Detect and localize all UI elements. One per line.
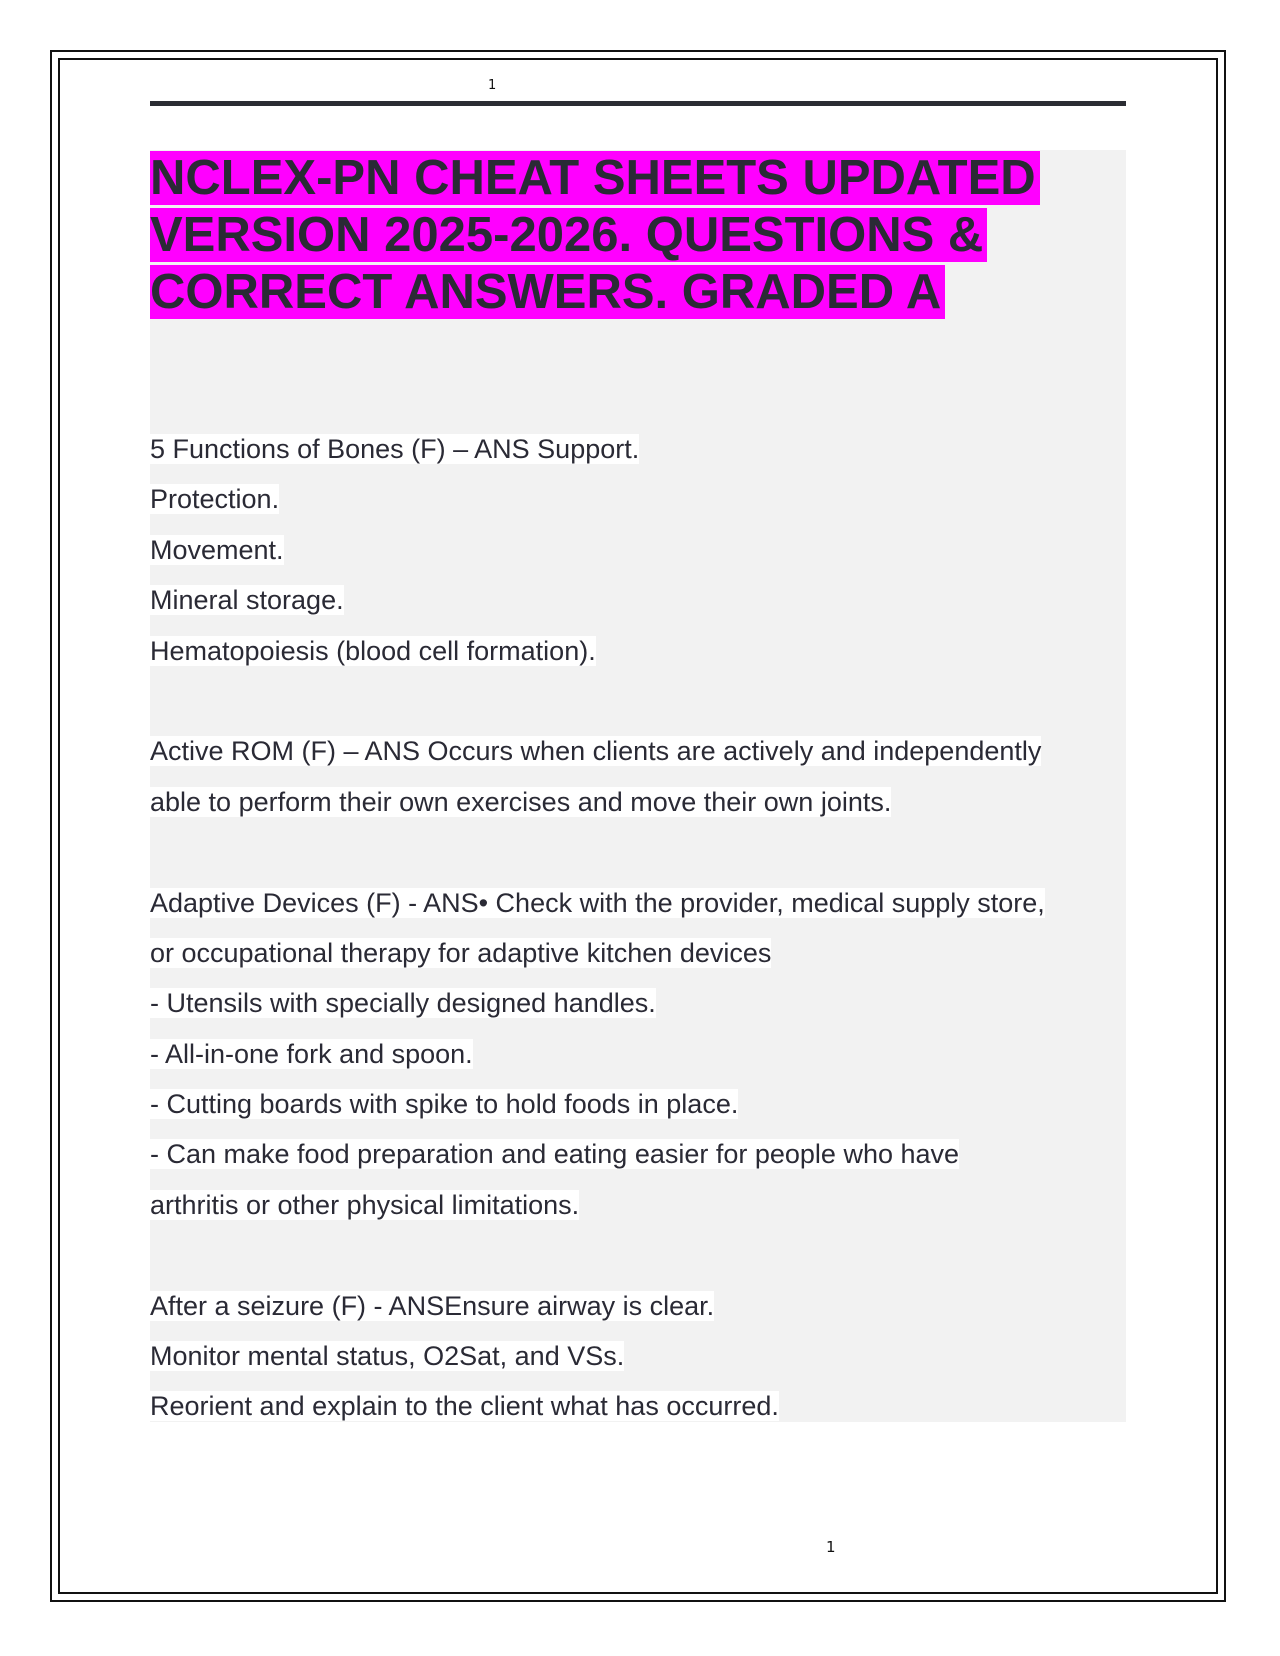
entry-after-seizure xyxy=(150,1281,1126,1432)
footer-page-number: 1 xyxy=(826,1538,836,1556)
document-body xyxy=(150,424,1126,1432)
entry-active-rom xyxy=(150,726,1126,827)
entry-line-text: or occupational therapy for adaptive kitchen devices xyxy=(150,937,772,968)
entry-line xyxy=(150,575,1126,625)
title-line xyxy=(150,207,1126,264)
entry-line-text: arthritis or other physical limitations. xyxy=(150,1189,580,1220)
entry-line xyxy=(150,726,1126,776)
entry-line-text: Hematopoiesis (blood cell formation). xyxy=(150,635,596,666)
entry-adaptive-devices xyxy=(150,878,1126,1231)
entry-bones-functions xyxy=(150,424,1126,676)
title-line-text: VERSION 2025-2026. QUESTIONS & xyxy=(150,208,987,262)
entry-line-text: Monitor mental status, O2Sat, and VSs. xyxy=(150,1341,625,1372)
entry-line xyxy=(150,1029,1126,1079)
entry-line xyxy=(150,878,1126,928)
entry-line xyxy=(150,525,1126,575)
title-line xyxy=(150,150,1126,207)
document-title xyxy=(150,150,1126,321)
paragraph-gap xyxy=(150,676,1126,726)
title-line-text: NCLEX-PN CHEAT SHEETS UPDATED xyxy=(150,151,1040,205)
entry-line xyxy=(150,928,1126,978)
header-page-number: 1 xyxy=(488,78,497,93)
title-line-text: CORRECT ANSWERS. GRADED A xyxy=(150,265,945,319)
entry-line-text: Active ROM (F) – ANS Occurs when clients are actively and independently xyxy=(150,736,1042,767)
paragraph-gap xyxy=(150,1230,1126,1280)
entry-line xyxy=(150,1281,1126,1331)
entry-line xyxy=(150,1180,1126,1230)
entry-line-text: Mineral storage. xyxy=(150,585,344,616)
entry-line xyxy=(150,777,1126,827)
entry-line-text: After a seizure (F) - ANSEnsure airway is clear. xyxy=(150,1290,715,1321)
entry-line xyxy=(150,1079,1126,1129)
entry-line xyxy=(150,1381,1126,1431)
entry-line-text: - Cutting boards with spike to hold foods in place. xyxy=(150,1089,739,1120)
entry-line xyxy=(150,474,1126,524)
entry-line-text: Adaptive Devices (F) - ANS• Check with the provider, medical supply store, xyxy=(150,887,1045,918)
entry-line-text: - Can make food preparation and eating easier for people who have xyxy=(150,1139,960,1170)
entry-line-text: - All-in-one fork and spoon. xyxy=(150,1038,473,1069)
entry-line xyxy=(150,626,1126,676)
entry-line-text: Movement. xyxy=(150,534,284,565)
entry-line-text: 5 Functions of Bones (F) – ANS Support. xyxy=(150,434,640,464)
paragraph-gap xyxy=(150,827,1126,877)
header-rule xyxy=(150,101,1126,106)
entry-line-text: Reorient and explain to the client what has occurred. xyxy=(150,1391,779,1422)
entry-line xyxy=(150,424,1126,474)
entry-line-text: able to perform their own exercises and move their own joints. xyxy=(150,786,892,817)
entry-line xyxy=(150,978,1126,1028)
entry-line-text: - Utensils with specially designed handles. xyxy=(150,988,656,1019)
title-line xyxy=(150,264,1126,321)
entry-line xyxy=(150,1129,1126,1179)
entry-line xyxy=(150,1331,1126,1381)
entry-line-text: Protection. xyxy=(150,484,280,515)
